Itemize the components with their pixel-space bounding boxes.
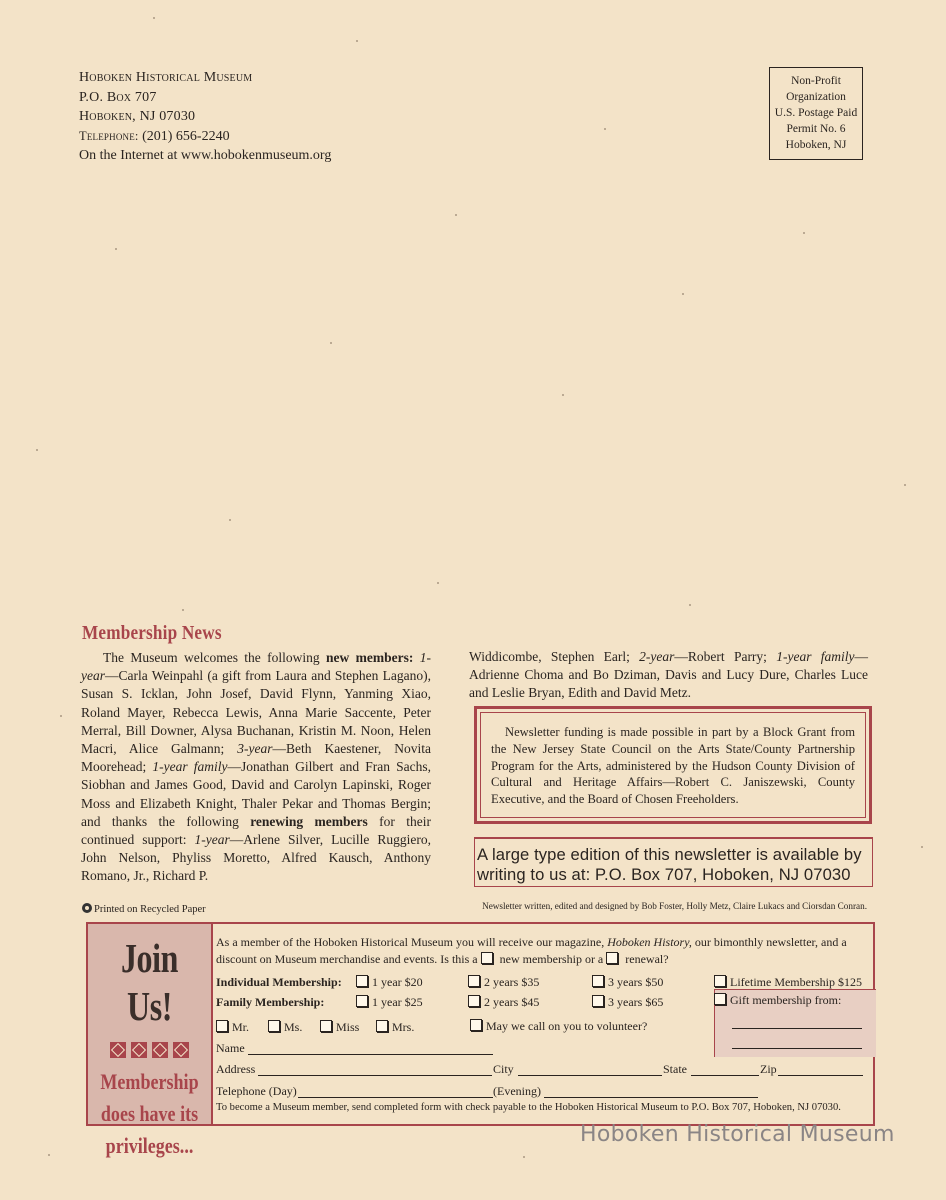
- checkbox[interactable]: [268, 1020, 280, 1032]
- checkbox[interactable]: [356, 975, 368, 987]
- zip-field[interactable]: [778, 1075, 863, 1076]
- checkbox[interactable]: [216, 1020, 228, 1032]
- news-text-run: 3-year: [237, 741, 273, 757]
- news-text-run: —Robert Parry;: [674, 649, 777, 664]
- family-membership-label: Family Membership:: [216, 995, 325, 1009]
- telephone-number: (201) 656-2240: [142, 128, 230, 144]
- checkbox[interactable]: [714, 975, 726, 987]
- renewal-label: renewal?: [625, 952, 669, 966]
- membership-form: [86, 922, 875, 1158]
- option-label: 2 years $45: [484, 995, 540, 1009]
- news-text-run: —Carla Weinpahl (a gift from Laura and Stephen Lagano), Susan S. Icklan, John Josef, David Flynn, Yanming Xiao, Roland Mayer, Rebecca Lewis, Anna Marie Saccente, Peter Merral, Bill Downer, Alysa Buchanan, Kristin M. Noon, Helen Macri, Alice Galmann;: [81, 668, 431, 757]
- individual-option[interactable]: [592, 975, 663, 990]
- form-intro: [216, 934, 856, 968]
- option-label: 2 years $35: [484, 975, 540, 989]
- news-text-run: Widdicombe, Stephen Earl;: [469, 649, 640, 664]
- news-text-run: —Adrienne Choma and Bo Dziman, Davis and Lucy Dure, Charles Luce and Leslie Bryan, Edith and David Metz.: [469, 649, 868, 701]
- privileges-tagline: [99, 1066, 200, 1162]
- postage-line: U.S. Postage Paid: [774, 107, 858, 119]
- new-membership-checkbox[interactable]: [481, 952, 493, 964]
- tagline-line: Membership: [100, 1069, 199, 1094]
- join-us-headline: Join Us!: [120, 935, 179, 1029]
- title-option[interactable]: [320, 1020, 359, 1035]
- checkbox[interactable]: [376, 1020, 388, 1032]
- option-label: Mr.: [232, 1020, 250, 1034]
- funding-notice-box: [474, 706, 872, 824]
- address-label: Address: [216, 1062, 256, 1076]
- membership-news-title: Membership News: [82, 622, 222, 644]
- news-text-run: 1-year family: [776, 649, 855, 664]
- individual-option[interactable]: [468, 975, 539, 990]
- large-type-notice: A large type edition of this newsletter is available by writing to us at: P.O. Box 707, Hoboken, NJ 07030: [474, 837, 873, 887]
- option-label: Mrs.: [392, 1020, 415, 1034]
- postage-line: Non-Profit: [791, 75, 841, 87]
- postage-indicia: [769, 67, 863, 160]
- city-field[interactable]: [518, 1075, 662, 1076]
- gift-option[interactable]: [714, 993, 841, 1008]
- news-text-run: for their continued support:: [81, 813, 431, 848]
- funding-text: Newsletter funding is made possible in part by a Block Grant from the New Jersey State Council on the Arts State/County Partnership Program for the Arts, administered by the Hudson County Division of Cultural and Heritage Affairs—Robert C. Janiszewski, County Executive, and the Board of Chosen Freeholders.: [480, 712, 866, 818]
- news-text-run: —Jonathan Gilbert and Fran Sachs, Siobhan and James Good, David and Carolyn Lapinski, Roger Moss and Elizabeth Knight, Thaler Pekar and Thomas Bergin; and thanks the following: [81, 759, 431, 829]
- phone-day-field[interactable]: [298, 1097, 493, 1098]
- individual-option[interactable]: [356, 975, 423, 990]
- city-label: City: [493, 1062, 514, 1076]
- volunteer-option[interactable]: [470, 1019, 647, 1034]
- phone-day-label: Telephone (Day): [216, 1084, 297, 1098]
- ornament-row: [88, 1042, 211, 1058]
- ornament-icon: [152, 1042, 168, 1058]
- phone-evening-field[interactable]: [544, 1097, 758, 1098]
- intro-text: As a member of the Hoboken Historical Museum you will receive our magazine,: [216, 935, 608, 949]
- option-label: Ms.: [284, 1020, 303, 1034]
- option-label: Gift membership from:: [730, 993, 842, 1007]
- checkbox[interactable]: [592, 975, 604, 987]
- gift-line[interactable]: [732, 1048, 862, 1049]
- checkbox[interactable]: [468, 975, 480, 987]
- checkbox[interactable]: [714, 993, 726, 1005]
- form-fields: [216, 934, 863, 968]
- city-state-zip: Hoboken, NJ 07030: [79, 109, 196, 124]
- new-membership-label: new membership or a: [499, 952, 607, 966]
- join-us-panel: [88, 924, 213, 1158]
- lifetime-option[interactable]: [714, 975, 862, 990]
- tagline-line: privileges...: [105, 1133, 194, 1158]
- form-instructions: To become a Museum member, send completed form with check payable to the Hoboken Historical Museum to P.O. Box 707, Hoboken, NJ 07030.: [216, 1102, 841, 1113]
- address-field[interactable]: [258, 1075, 492, 1076]
- checkbox[interactable]: [468, 995, 480, 1007]
- news-text-run: 1-year family: [152, 759, 228, 775]
- watermark: Hoboken Historical Museum: [580, 1122, 895, 1147]
- name-label: Name: [216, 1041, 245, 1055]
- title-option[interactable]: [268, 1020, 302, 1035]
- checkbox[interactable]: [356, 995, 368, 1007]
- postage-line: Permit No. 6: [786, 123, 846, 135]
- name-field[interactable]: [248, 1054, 493, 1055]
- return-address: [79, 68, 331, 166]
- family-option[interactable]: [356, 995, 423, 1010]
- individual-membership-label: Individual Membership:: [216, 975, 342, 989]
- option-label: 3 years $50: [608, 975, 664, 989]
- state-field[interactable]: [691, 1075, 759, 1076]
- news-text-run: new members:: [326, 650, 414, 665]
- postage-line: Hoboken, NJ: [785, 139, 847, 151]
- phone-evening-label: (Evening): [493, 1084, 541, 1098]
- family-option[interactable]: [468, 995, 539, 1010]
- website-line: On the Internet at www.hobokenmuseum.org: [79, 148, 332, 163]
- news-text-run: 1-year: [81, 650, 431, 684]
- telephone-line: [79, 127, 331, 147]
- news-text-run: —Arlene Silver, Lucille Ruggiero, John Nelson, Phyliss Moretto, Alfred Kausch, Anthony Romano, Jr., Richard P.: [81, 832, 431, 884]
- option-label: May we call on you to volunteer?: [486, 1019, 648, 1033]
- zip-label: Zip: [760, 1062, 777, 1076]
- checkbox[interactable]: [470, 1019, 482, 1031]
- news-column-left: [81, 649, 431, 886]
- ornament-icon: [131, 1042, 147, 1058]
- family-option[interactable]: [592, 995, 663, 1010]
- option-label: 1 year $20: [372, 975, 423, 989]
- museum-name: Hoboken Historical Museum: [79, 70, 253, 85]
- title-option[interactable]: [376, 1020, 414, 1035]
- option-label: Lifetime Membership $125: [730, 975, 862, 989]
- option-label: 3 years $65: [608, 995, 664, 1009]
- ornament-icon: [110, 1042, 126, 1058]
- news-column-right: [469, 648, 868, 703]
- recycled-note: [82, 903, 206, 915]
- magazine-name: Hoboken History,: [607, 935, 692, 949]
- checkbox[interactable]: [320, 1020, 332, 1032]
- recycled-text: Printed on Recycled Paper: [94, 904, 206, 915]
- news-text-run: —Beth Kaestener, Novita Moorehead;: [81, 741, 431, 775]
- option-label: Miss: [336, 1020, 360, 1034]
- gift-line[interactable]: [732, 1028, 862, 1029]
- tagline-line: does have its: [100, 1101, 199, 1126]
- news-text-run: 2-year: [639, 649, 675, 664]
- news-text-run: The Museum welcomes the following: [103, 650, 327, 665]
- news-text-run: 1-year: [194, 832, 230, 848]
- title-option[interactable]: [216, 1020, 249, 1035]
- recycle-icon: [82, 903, 92, 913]
- telephone-label: Telephone:: [79, 128, 139, 143]
- news-text-run: renewing members: [250, 813, 368, 829]
- postage-line: Organization: [786, 91, 846, 103]
- newsletter-credits: Newsletter written, edited and designed by Bob Foster, Holly Metz, Claire Lukacs and Ciorsdan Conran.: [482, 901, 867, 911]
- ornament-icon: [173, 1042, 189, 1058]
- state-label: State: [663, 1062, 687, 1076]
- renewal-checkbox[interactable]: [606, 952, 618, 964]
- po-box: P.O. Box 707: [79, 89, 157, 105]
- checkbox[interactable]: [592, 995, 604, 1007]
- option-label: 1 year $25: [372, 995, 423, 1009]
- intro-text: our bimonthly newsletter, and a discount on Museum merchandise and events. Is this a: [216, 935, 847, 966]
